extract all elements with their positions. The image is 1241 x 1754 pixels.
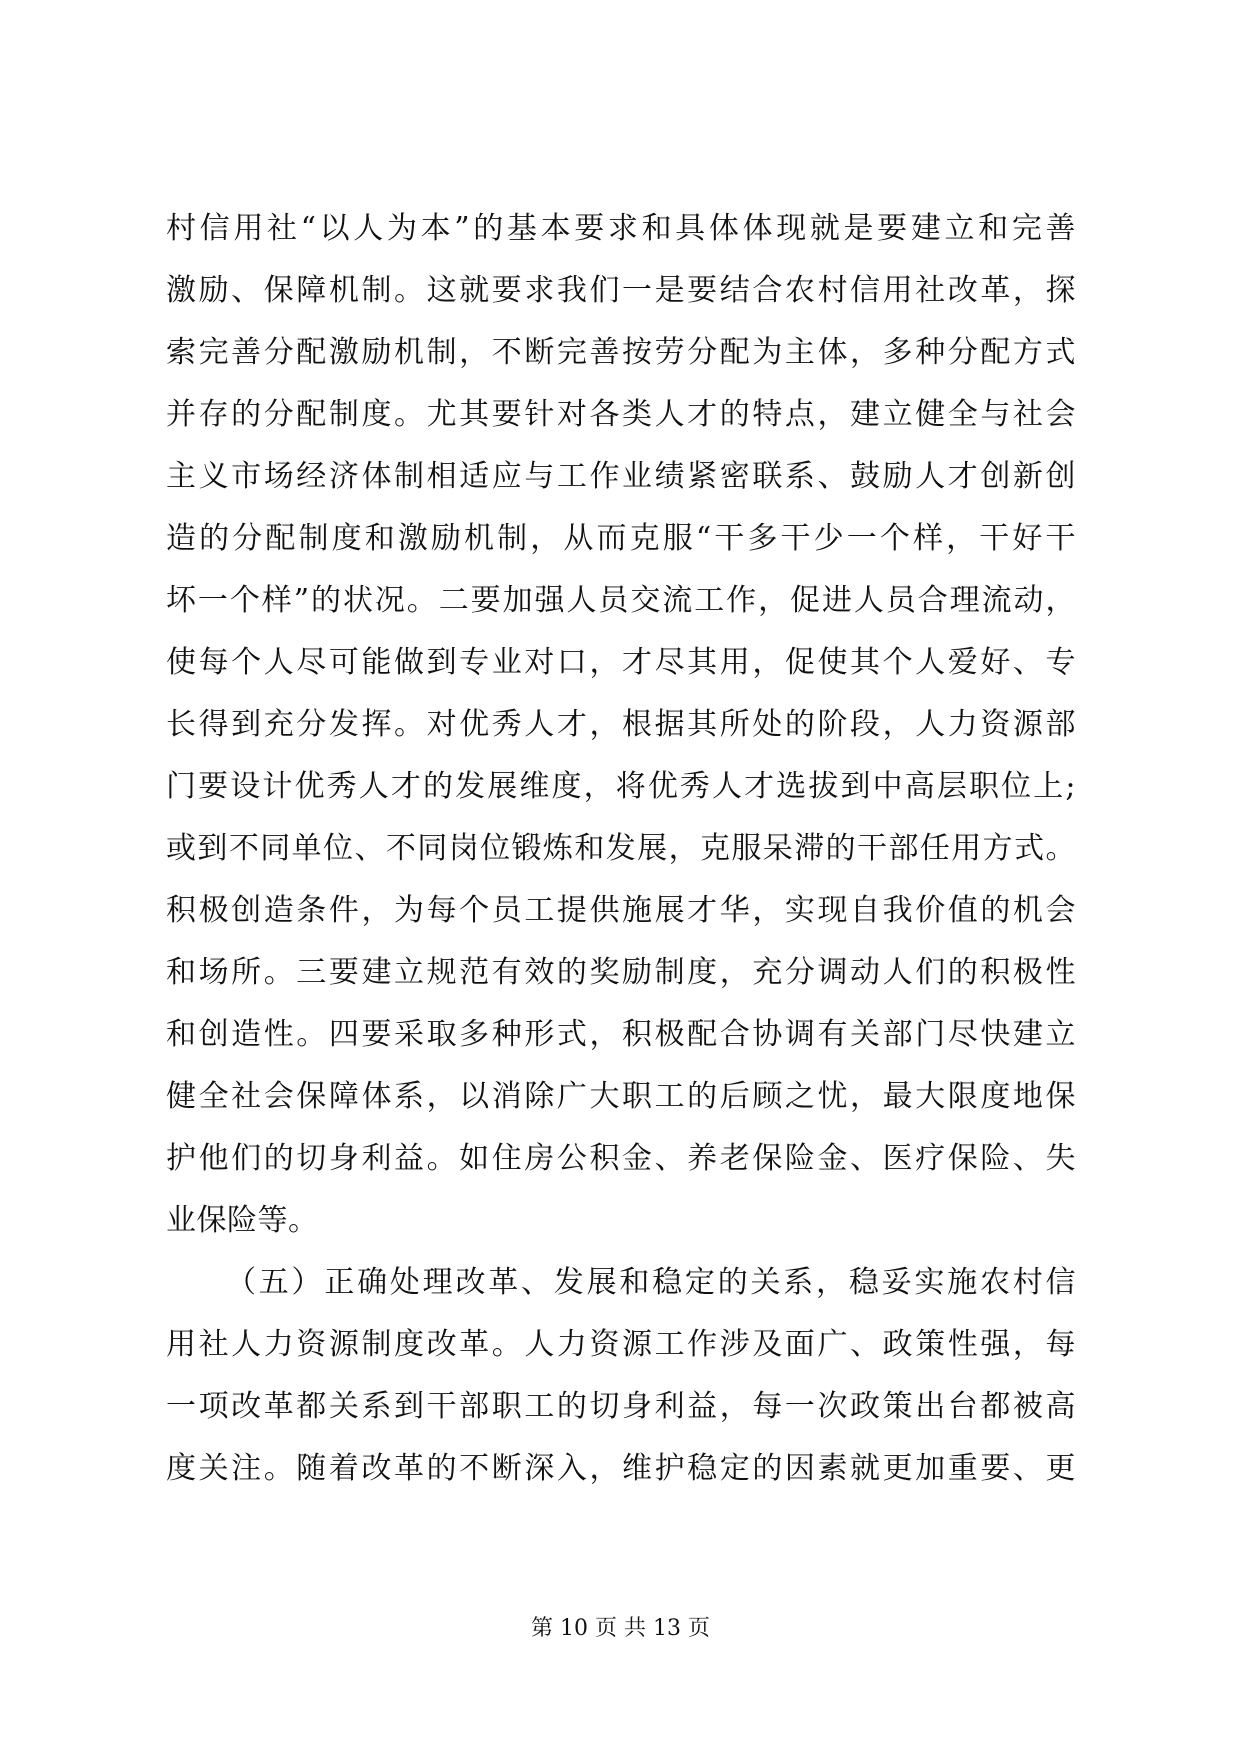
text-line: 护他们的切身利益。如住房公积金、养老保险金、医疗保险、失 [166, 1141, 1076, 1176]
text-line: 坏一个样”的状况。二要加强人员交流工作，促进人员合理流动， [166, 583, 1076, 618]
body-text [166, 198, 1076, 1500]
text-line: 健全社会保障体系，以消除广大职工的后顾之忧，最大限度地保 [166, 1079, 1076, 1114]
text-line: 主义市场经济体制相适应与工作业绩紧密联系、鼓励人才创新创 [166, 459, 1076, 494]
text-line: 一项改革都关系到干部职工的切身利益，每一次政策出台都被高 [166, 1389, 1076, 1424]
section-five-heading-line: （五）正确处理改革、发展和稳定的关系，稳妥实施农村信 [226, 1265, 1076, 1300]
text-line: 度关注。随着改革的不断深入，维护稳定的因素就更加重要、更 [166, 1451, 1076, 1486]
text-line: 用社人力资源制度改革。人力资源工作涉及面广、政策性强，每 [166, 1327, 1076, 1362]
text-line: 和场所。三要建立规范有效的奖励制度，充分调动人们的积极性 [166, 955, 1076, 990]
text-line: 索完善分配激励机制，不断完善按劳分配为主体，多种分配方式 [166, 335, 1076, 370]
text-line: 门要设计优秀人才的发展维度，将优秀人才选拔到中高层职位上; [166, 769, 1076, 804]
page-number-footer: 第 10 页 共 13 页 [531, 1616, 710, 1641]
text-line: 并存的分配制度。尤其要针对各类人才的特点，建立健全与社会 [166, 397, 1076, 432]
text-line: 使每个人尽可能做到专业对口，才尽其用，促使其个人爱好、专 [166, 645, 1076, 680]
text-line: 村信用社“以人为本”的基本要求和具体体现就是要建立和完善 [166, 211, 1076, 246]
text-line: 长得到充分发挥。对优秀人才，根据其所处的阶段，人力资源部 [166, 707, 1076, 742]
text-line: 造的分配制度和激励机制，从而克服“干多干少一个样，干好干 [166, 521, 1076, 556]
text-line: 和创造性。四要采取多种形式，积极配合协调有关部门尽快建立 [166, 1017, 1076, 1052]
text-line: 业保险等。 [166, 1203, 319, 1238]
text-line: 激励、保障机制。这就要求我们一是要结合农村信用社改革，探 [166, 273, 1076, 308]
text-line: 积极创造条件，为每个员工提供施展才华，实现自我价值的机会 [166, 893, 1076, 928]
text-line: 或到不同单位、不同岗位锻炼和发展，克服呆滞的干部任用方式。 [166, 831, 1076, 866]
